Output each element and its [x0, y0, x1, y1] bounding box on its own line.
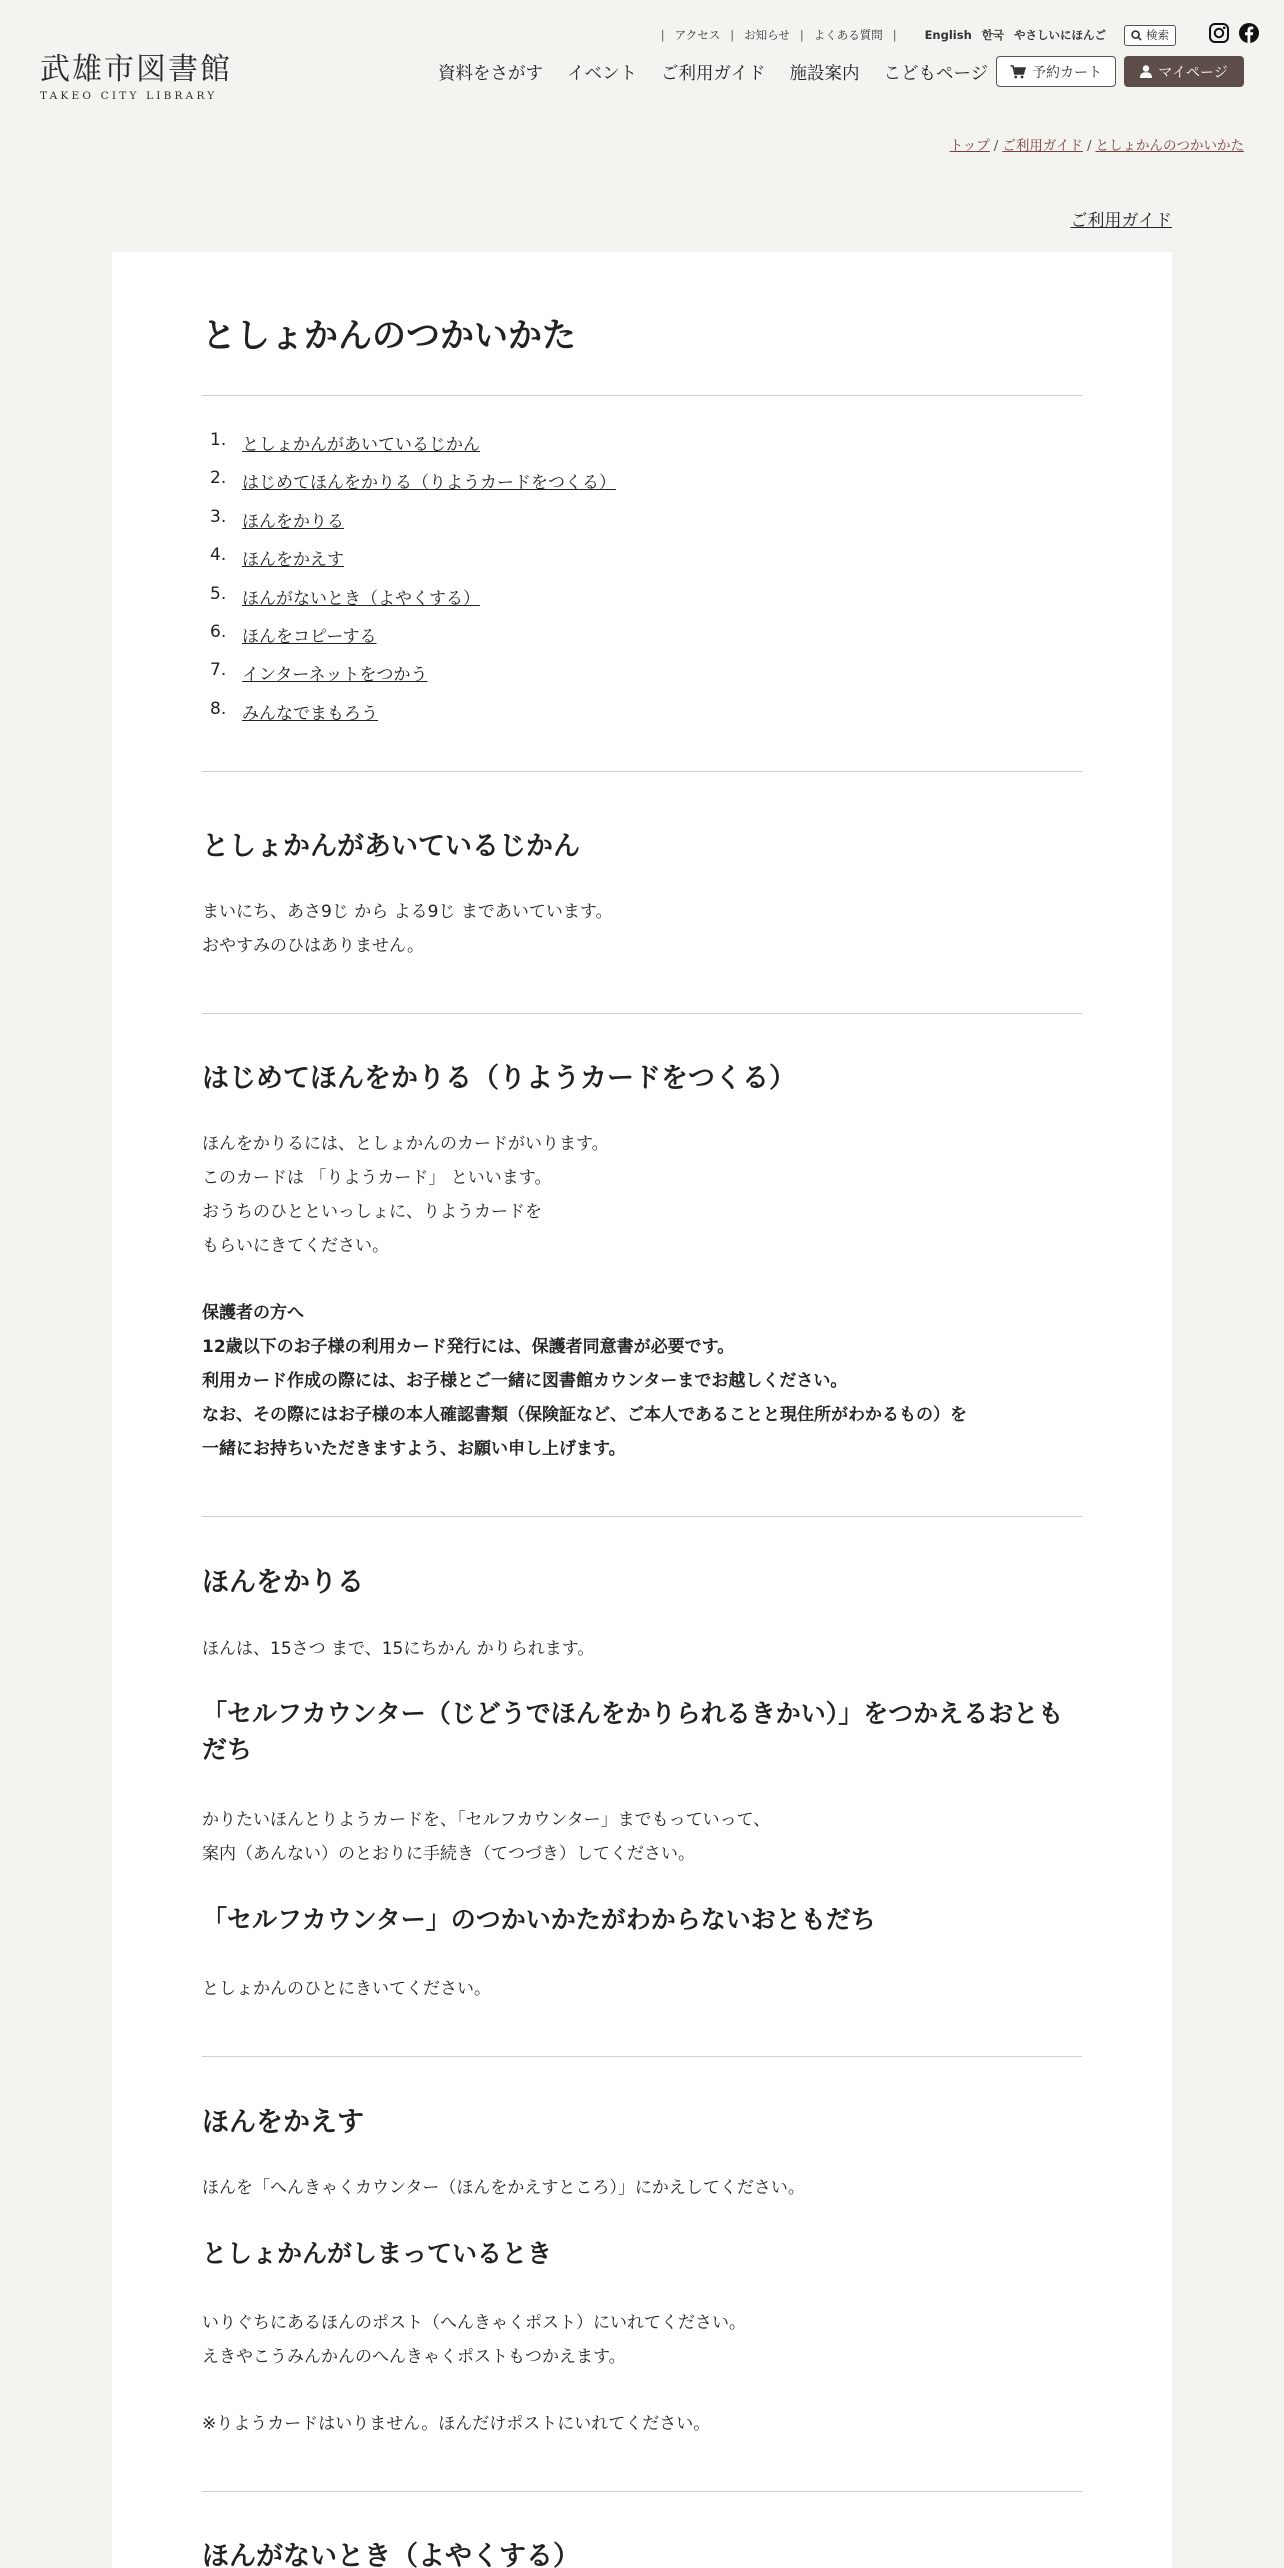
mypage-button[interactable]: [1124, 56, 1244, 87]
hours-text: [202, 895, 612, 963]
self-counter-text: [202, 1803, 770, 1871]
toc-number: 8.: [210, 698, 227, 719]
social-links: [1208, 22, 1260, 44]
return-note: [202, 2407, 710, 2441]
text-line: 案内（あんない）のとおりに手続き（てつづき）してください。: [202, 1844, 695, 1864]
toc-item: [202, 507, 616, 545]
util-separator: |: [660, 28, 665, 42]
text-line: もらいにきてください。: [202, 1236, 389, 1256]
text-line: いりぐちにあるほんのポスト（へんきゃくポスト）にいれてください。: [202, 2313, 746, 2333]
text-line: かりたいほんとりようカードを、「セルフカウンター」までもっていって、: [202, 1810, 771, 1830]
divider: [202, 1013, 1082, 1014]
text-line: としょかんのひとにきいてください。: [202, 1979, 491, 1999]
library-logo[interactable]: [40, 52, 240, 102]
divider: [202, 2491, 1082, 2492]
section-title-hours: としょかんがあいているじかん: [202, 831, 580, 862]
usage-guide-link[interactable]: ご利用ガイド: [1070, 211, 1172, 231]
nav-search-materials[interactable]: 資料をさがす: [438, 64, 543, 84]
util-link-faq[interactable]: よくある質問: [813, 28, 883, 42]
util-link-access[interactable]: アクセス: [674, 28, 721, 42]
text-line: ほんを「へんきゃくカウンター（ほんをかえすところ）」にかえしてください。: [202, 2178, 805, 2198]
logo-english-text: TAKEO CITY LIBRARY: [40, 90, 218, 102]
text-line: このカードは 「りようカード」 といいます。: [202, 1168, 552, 1188]
breadcrumb-usage-guide[interactable]: ご利用ガイド: [1002, 138, 1083, 154]
subsection-title-self-counter: 「セルフカウンター（じどうでほんをかりられるきかい）」をつかえるおともだち: [202, 1699, 1064, 1764]
util-separator: |: [799, 28, 804, 42]
global-nav: [438, 60, 1012, 85]
return-text: [202, 2171, 805, 2205]
lang-easy-japanese[interactable]: やさしいにほんご: [1014, 28, 1106, 42]
instagram-icon[interactable]: [1208, 22, 1230, 44]
text-line: おやすみのひはありません。: [202, 936, 425, 956]
search-button[interactable]: [1124, 25, 1176, 46]
text-line: ※りようカードはいりません。ほんだけポストにいれてください。: [202, 2414, 711, 2434]
toc-number: 7.: [210, 660, 227, 681]
text-line: えきやこうみんかんのへんきゃくポストもつかえます。: [202, 2347, 626, 2367]
nav-events[interactable]: イベント: [567, 64, 637, 84]
divider: [202, 395, 1082, 396]
breadcrumb-separator: /: [1086, 138, 1092, 154]
borrow-text: [202, 1632, 594, 1666]
card-text: [202, 1127, 609, 1263]
text-line: 12歳以下のお子様の利用カード発行には、保護者同意書が必要です。: [202, 1337, 735, 1357]
subsection-title-self-counter-help: 「セルフカウンター」のつかいかたがわからないおともだち: [202, 1905, 876, 1934]
divider: [202, 1516, 1082, 1517]
page-title: としょかんのつかいかた: [202, 316, 576, 356]
text-line: ほんは、15さつ まで、15にちかん かりられます。: [202, 1639, 595, 1659]
section-title-return: ほんをかえす: [202, 2107, 364, 2138]
content-card: [112, 252, 1172, 2568]
divider: [202, 2056, 1082, 2057]
subsection-title-closed: としょかんがしまっているとき: [202, 2239, 553, 2268]
cart-icon: [1010, 65, 1026, 79]
toc-item: [202, 468, 616, 506]
toc-item: [202, 699, 616, 737]
closed-text: [202, 2306, 746, 2374]
toc-number: 1.: [210, 430, 227, 450]
self-counter-help-text: [202, 1972, 491, 2006]
toc-item: [202, 584, 616, 622]
section-title-reserve: ほんがないとき（よやくする）: [202, 2541, 580, 2568]
breadcrumb-top[interactable]: トップ: [949, 138, 990, 154]
breadcrumb: [950, 134, 1244, 154]
text-line: 一緒にお持ちいただきますよう、お願い申し上げます。: [202, 1439, 626, 1459]
cart-button-label: 予約カート: [1032, 64, 1102, 81]
toc-link-return[interactable]: ほんをかえす: [242, 550, 344, 571]
text-line: 利用カード作成の際には、お子様とご一緒に図書館カウンターまでお越しください。: [202, 1371, 848, 1391]
search-icon: [1131, 30, 1142, 41]
table-of-contents: [202, 430, 616, 737]
utility-nav: [651, 24, 1176, 46]
logo-japanese-text: 武雄市図書館: [40, 52, 232, 87]
text-line: 保護者の方へ: [202, 1303, 304, 1323]
toc-item: [202, 660, 616, 698]
toc-number: 6.: [210, 621, 227, 642]
toc-item: [202, 430, 616, 468]
text-line: まいにち、あさ9じ から よる9じ まであいています。: [202, 902, 613, 922]
reservation-cart-button[interactable]: [996, 56, 1116, 87]
toc-number: 4.: [210, 545, 227, 566]
text-line: ほんをかりるには、としょかんのカードがいります。: [202, 1134, 609, 1154]
divider: [202, 771, 1082, 772]
toc-item: [202, 622, 616, 660]
guardian-notice: [202, 1296, 967, 1466]
nav-usage-guide[interactable]: ご利用ガイド: [661, 64, 766, 84]
text-line: おうちのひとといっしょに、りようカードを: [202, 1202, 542, 1222]
lang-english[interactable]: English: [924, 28, 972, 42]
toc-number: 3.: [210, 506, 227, 527]
toc-link-borrow[interactable]: ほんをかりる: [242, 511, 344, 532]
toc-number: 2.: [210, 468, 227, 489]
toc-item: [202, 545, 616, 583]
util-separator: |: [730, 28, 735, 42]
user-icon: [1140, 65, 1152, 78]
section-title-first-borrow: はじめてほんをかりる（りようカードをつくる）: [202, 1063, 796, 1094]
util-link-news[interactable]: お知らせ: [744, 28, 790, 42]
toc-link-hours[interactable]: としょかんがあいているじかん: [242, 435, 480, 455]
toc-link-internet[interactable]: インターネットをつかう: [242, 665, 428, 686]
nav-facilities[interactable]: 施設案内: [789, 64, 860, 84]
util-separator: |: [892, 28, 897, 42]
lang-korean[interactable]: 한국: [981, 28, 1004, 42]
toc-number: 5.: [210, 583, 227, 604]
mypage-button-label: マイページ: [1158, 64, 1228, 81]
text-line: なお、その際にはお子様の本人確認書類（保険証など、ご本人であることと現住所がわかるもの）を: [202, 1405, 967, 1425]
nav-kids-page[interactable]: こどもページ: [883, 64, 989, 84]
toc-link-rules[interactable]: みんなでまもろう: [242, 703, 378, 724]
breadcrumb-current[interactable]: としょかんのつかいかた: [1095, 138, 1244, 154]
search-button-label: 検索: [1146, 28, 1169, 42]
toc-link-reserve[interactable]: ほんがないとき（よやくする）: [242, 588, 480, 609]
toc-link-first-borrow[interactable]: はじめてほんをかりる（りようカードをつくる）: [242, 473, 616, 494]
facebook-icon[interactable]: [1238, 22, 1260, 44]
breadcrumb-separator: /: [993, 138, 999, 154]
toc-link-copy[interactable]: ほんをコピーする: [242, 626, 377, 647]
section-title-borrow: ほんをかりる: [202, 1567, 364, 1598]
